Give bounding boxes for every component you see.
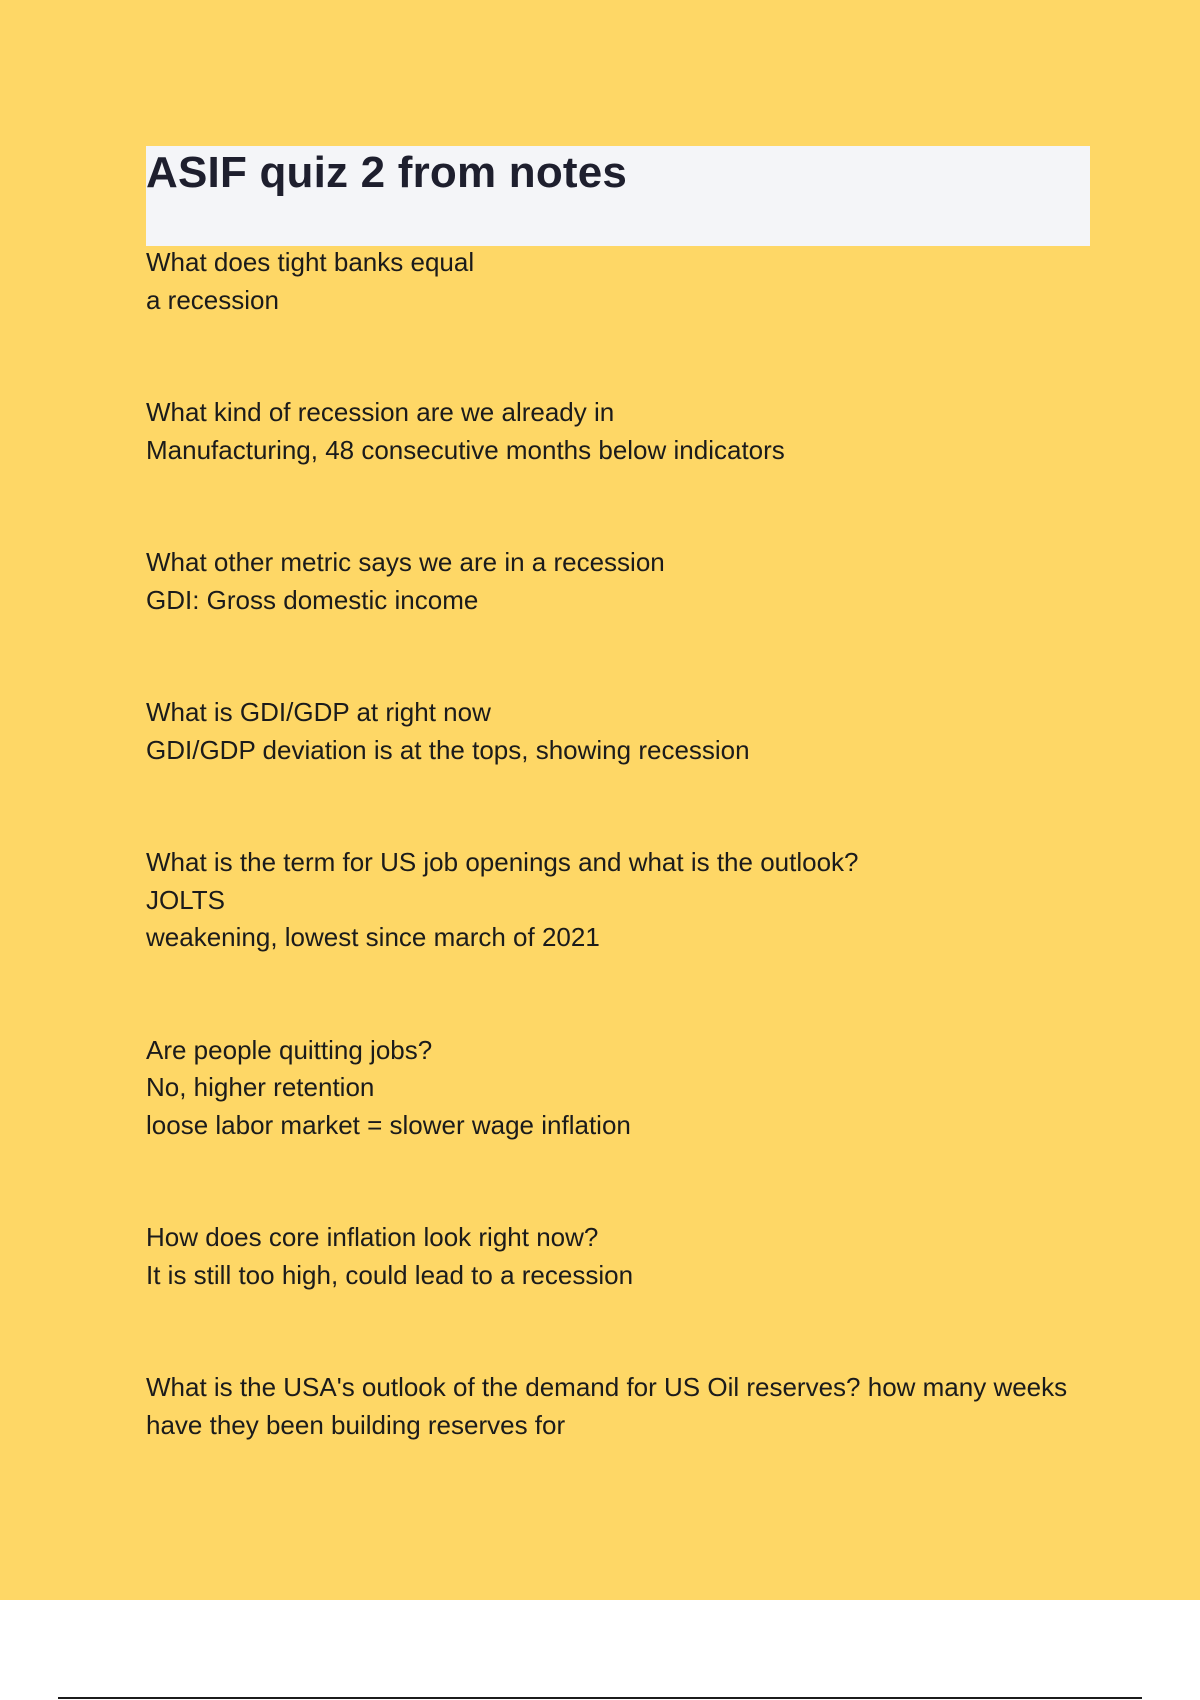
- qa-item-1: [146, 244, 1086, 319]
- qa-list: [146, 244, 1086, 1519]
- question-text: What other metric says we are in a recession: [146, 547, 665, 577]
- answer-text: GDI/GDP deviation is at the tops, showing recession: [146, 734, 750, 765]
- qa-item-2: [146, 394, 1086, 469]
- qa-item-6: [146, 1032, 1086, 1145]
- answer-text: Manufacturing, 48 consecutive months below indicators: [146, 434, 785, 465]
- page-title: ASIF quiz 2 from notes: [146, 148, 628, 197]
- answer-text: No, higher retention: [146, 1072, 375, 1102]
- question-text: What is the USA's outlook of the demand for US Oil reserves? how many weeks have they been building reserves for: [146, 1372, 1075, 1440]
- question-text: Are people quitting jobs?: [146, 1034, 433, 1065]
- qa-item-7: [146, 1219, 1086, 1294]
- answer-text: weakening, lowest since march of 2021: [146, 922, 600, 952]
- answer-text: loose labor market = slower wage inflation: [146, 1109, 631, 1140]
- answer-text: a recession: [146, 284, 279, 315]
- qa-item-4: [146, 694, 1086, 769]
- question-text: What does tight banks equal: [146, 247, 475, 277]
- question-text: What kind of recession are we already in: [146, 397, 615, 427]
- qa-item-8: [146, 1369, 1086, 1444]
- answer-text: JOLTS: [146, 884, 225, 915]
- qa-item-5: [146, 844, 1086, 957]
- answer-text: GDI: Gross domestic income: [146, 584, 479, 615]
- question-text: What is the term for US job openings and what is the outlook?: [146, 847, 859, 877]
- question-text: How does core inflation look right now?: [146, 1222, 599, 1252]
- answer-text: It is still too high, could lead to a recession: [146, 1259, 634, 1290]
- footer-divider: [58, 1697, 1142, 1699]
- question-text: What is GDI/GDP at right now: [146, 697, 491, 727]
- qa-item-3: [146, 544, 1086, 619]
